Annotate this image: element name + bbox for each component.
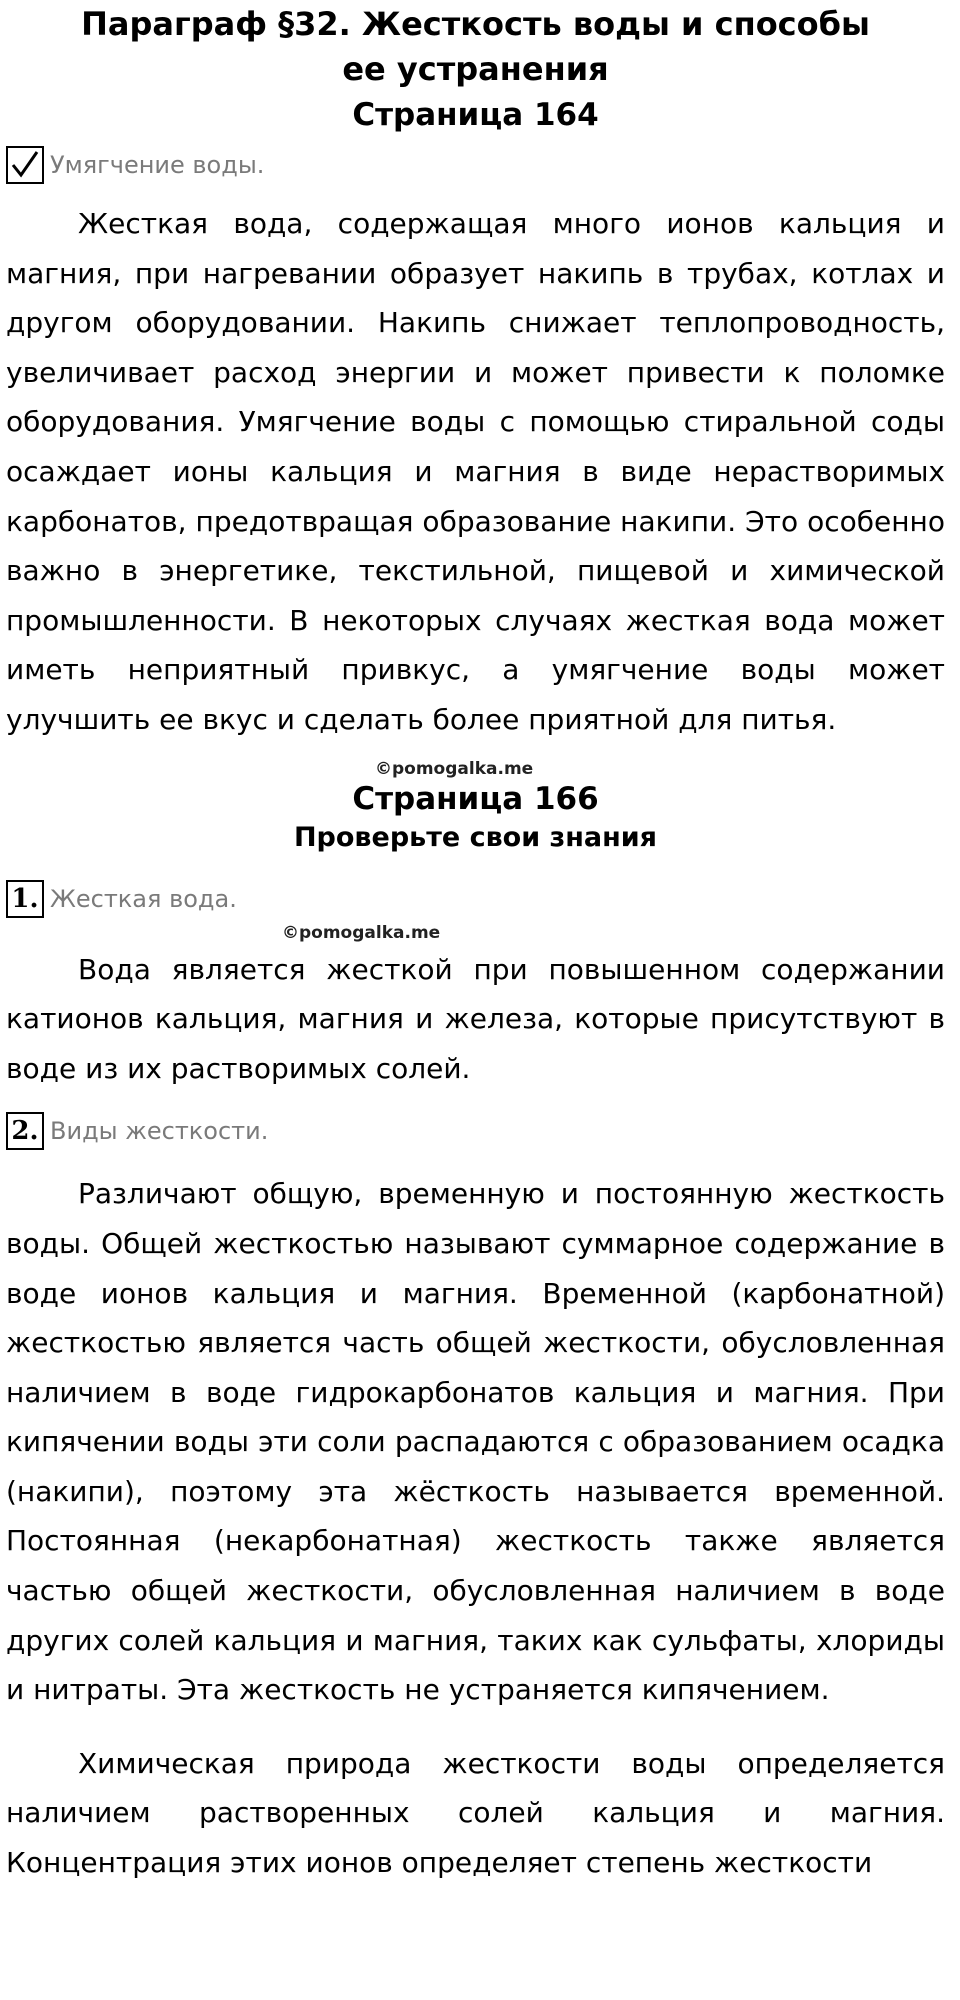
answer-paragraph: Вода является жесткой при повышенном содержании катионов кальция, магния и железа, которые присутствуют в воде из их растворимых солей. xyxy=(6,952,945,1085)
answer-paragraph: Жесткая вода, содержащая много ионов кальция и магния, при нагревании образует накипь в трубах, котлах и другом оборудовании. Накипь снижает теплопроводность, увеличивает расход энергии и может привести к поломке оборудования. Умягчение воды с помощью стиральной соды осаждает ионы кальция и магния в виде нерастворимых карбонатов, предотвращая образование накипи. Это особенно важно в энергетике, текстильной, пищевой и химической промышленности. В некоторых случаях жесткая вода может иметь неприятный привкус, а умягчение воды может улучшить ее вкус и сделать более приятной для питья. xyxy=(6,207,945,736)
document-title: Параграф §32. Жесткость воды и способы ее устранения xyxy=(81,5,870,88)
task-2 xyxy=(6,1109,945,1153)
task-label: Умягчение воды. xyxy=(50,151,265,179)
page-heading-164: Страница 164 xyxy=(352,97,599,133)
checkmark-icon xyxy=(6,146,44,184)
answer-paragraph: Различают общую, временную и постоянную жесткость воды. Общей жесткостью называют суммарное содержание в воде ионов кальция и магния. Временной (карбонатной) жесткостью является часть общей жесткости, обусловленная наличием в воде гидрокарбонатов кальция и магния. При кипячении воды эти соли распадаются с образованием осадка (накипи), поэтому эта жёсткость называется временной. Постоянная (некарбонатная) жесткость также является частью общей жесткости, обусловленная наличием в воде других солей кальция и магния, таких как сульфаты, хлориды и нитраты. Эта жесткость не устраняется кипячением. xyxy=(6,1177,945,1707)
task-1 xyxy=(6,877,945,921)
watermark: ©pomogalka.me xyxy=(282,922,441,943)
task-number-badge: 2. xyxy=(6,1112,44,1150)
sub-heading: Проверьте свои знания xyxy=(293,821,658,853)
page-heading-166: Страница 166 xyxy=(352,780,599,817)
watermark: ©pomogalka.me xyxy=(375,758,534,779)
task-label: Жесткая вода. xyxy=(50,884,237,913)
answer-paragraph: Химическая природа жесткости воды определяется наличием растворенных солей кальция и магния. Концентрация этих ионов определяет степень жесткости xyxy=(6,1746,945,1880)
task-label: Виды жесткости. xyxy=(50,1117,269,1146)
task-softening xyxy=(6,143,945,187)
task-number-badge: 1. xyxy=(6,880,44,918)
